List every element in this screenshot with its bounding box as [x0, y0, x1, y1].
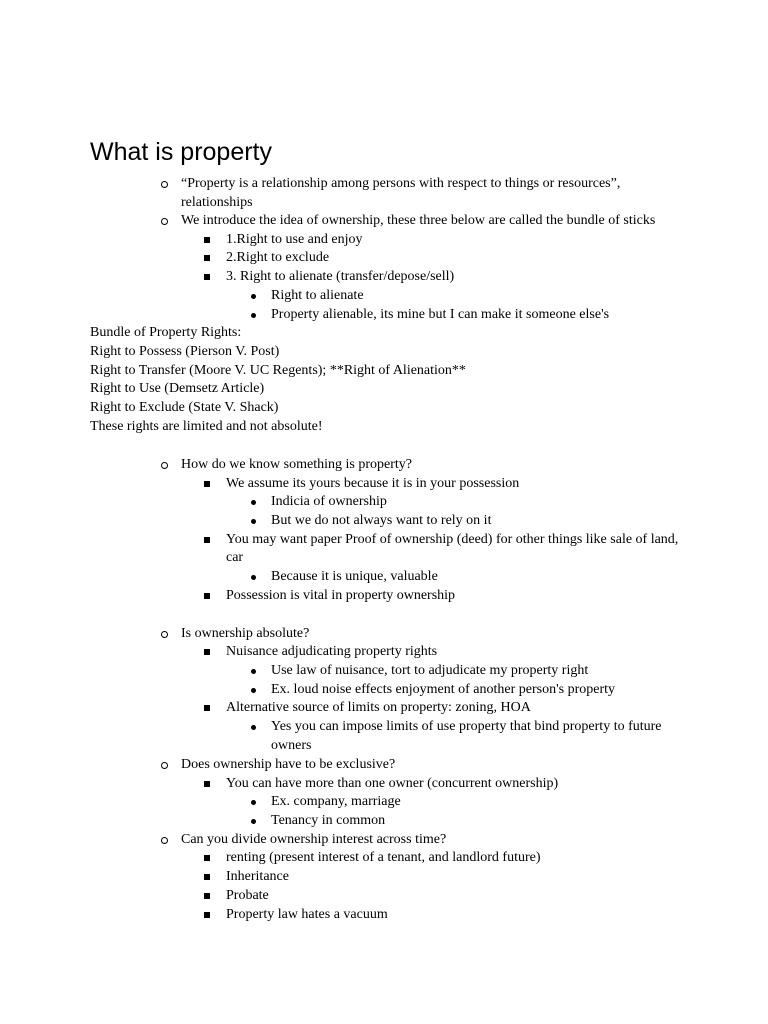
list-item-text: “Property is a relationship among persons with respect to things or resources”,	[181, 176, 621, 191]
list-item-text: Indicia of ownership	[271, 494, 387, 509]
filled-circle-bullet-icon	[251, 500, 256, 505]
filled-circle-bullet-icon	[251, 725, 256, 730]
list-item-text: Is ownership absolute?	[181, 626, 310, 641]
hollow-circle-bullet-icon	[161, 181, 168, 188]
square-bullet-icon	[204, 855, 210, 861]
square-bullet-icon	[204, 255, 210, 261]
list-item-level3	[271, 306, 681, 325]
list-item-continuation	[271, 737, 681, 756]
list-item-level2	[226, 775, 681, 794]
list-item-text: We assume its yours because it is in your possession	[226, 476, 520, 491]
filled-circle-bullet-icon	[251, 688, 256, 693]
list-item-level3	[271, 681, 681, 700]
filled-circle-bullet-icon	[251, 575, 256, 580]
list-item-level1	[181, 625, 681, 644]
list-item-level3	[271, 812, 681, 831]
square-bullet-icon	[204, 893, 210, 899]
list-item-text: Right to alienate	[271, 288, 364, 303]
list-item-text: How do we know something is property?	[181, 457, 412, 472]
list-item-level3	[271, 512, 681, 531]
list-item-text: Possession is vital in property ownership	[226, 588, 456, 603]
list-item-text: But we do not always want to rely on it	[271, 513, 492, 528]
list-item-level2	[226, 231, 681, 250]
list-item-level2	[226, 268, 681, 287]
list-item-level3	[271, 493, 681, 512]
list-item-text: 2.Right to exclude	[226, 250, 330, 265]
square-bullet-icon	[204, 481, 210, 487]
list-item-level2	[226, 643, 681, 662]
list-item-text: Yes you can impose limits of use property that bind property to future	[271, 719, 662, 734]
list-item-text: Property alienable, its mine but I can make it someone else's	[271, 307, 610, 322]
list-item-text: Alternative source of limits on property: zoning, HOA	[226, 700, 531, 715]
filled-circle-bullet-icon	[251, 519, 256, 524]
list-item-text: Tenancy in common	[271, 813, 386, 828]
hollow-circle-bullet-icon	[161, 218, 168, 225]
page-title: What is property	[90, 138, 273, 166]
square-bullet-icon	[204, 237, 210, 243]
list-item-level1	[181, 831, 681, 850]
list-item-continuation	[226, 549, 681, 568]
filled-circle-bullet-icon	[251, 800, 256, 805]
list-item-level1	[181, 456, 681, 475]
list-item-text: owners	[271, 738, 312, 753]
list-item-text: 1.Right to use and enjoy	[226, 232, 363, 247]
square-bullet-icon	[204, 781, 210, 787]
hollow-circle-bullet-icon	[161, 462, 168, 469]
list-item-text: Can you divide ownership interest across time?	[181, 832, 447, 847]
list-item-level3	[271, 568, 681, 587]
filled-circle-bullet-icon	[251, 313, 256, 318]
filled-circle-bullet-icon	[251, 294, 256, 299]
list-item-text: renting (present interest of a tenant, and landlord future)	[226, 850, 541, 865]
filled-circle-bullet-icon	[251, 819, 256, 824]
list-item-level2	[226, 699, 681, 718]
list-item-level3	[271, 662, 681, 681]
list-item-text: relationships	[181, 195, 253, 210]
list-item-level2	[226, 587, 681, 606]
list-item-level2	[226, 531, 681, 550]
list-item-level2	[226, 868, 681, 887]
hollow-circle-bullet-icon	[161, 762, 168, 769]
list-item-text: car	[226, 550, 244, 565]
list-item-text: You can have more than one owner (concurrent ownership)	[226, 776, 559, 791]
list-item-text: Because it is unique, valuable	[271, 569, 438, 584]
list-item-text: Nuisance adjudicating property rights	[226, 644, 438, 659]
list-item-level2	[226, 906, 681, 925]
square-bullet-icon	[204, 537, 210, 543]
list-item-level3	[271, 793, 681, 812]
list-item-text: Property law hates a vacuum	[226, 907, 388, 922]
list-item-level1	[181, 212, 681, 231]
list-item-text: Probate	[226, 888, 269, 903]
square-bullet-icon	[204, 593, 210, 599]
list-item-text: 3. Right to alienate (transfer/depose/sell)	[226, 269, 455, 284]
list-item-level3	[271, 287, 681, 306]
hollow-circle-bullet-icon	[161, 837, 168, 844]
paragraph: Right to Possess (Pierson V. Post)	[90, 344, 280, 359]
paragraph: Right to Transfer (Moore V. UC Regents); **Right of Alienation**	[90, 363, 466, 378]
list-item-level1	[181, 175, 681, 194]
square-bullet-icon	[204, 874, 210, 880]
list-item-text: Use law of nuisance, tort to adjudicate my property right	[271, 663, 589, 678]
filled-circle-bullet-icon	[251, 669, 256, 674]
list-item-text: We introduce the idea of ownership, these three below are called the bundle of sticks	[181, 213, 656, 228]
paragraph: Right to Use (Demsetz Article)	[90, 381, 265, 396]
list-item-text: You may want paper Proof of ownership (deed) for other things like sale of land,	[226, 532, 679, 547]
square-bullet-icon	[204, 705, 210, 711]
paragraph: Bundle of Property Rights:	[90, 325, 242, 340]
list-item-level2	[226, 249, 681, 268]
square-bullet-icon	[204, 649, 210, 655]
list-item-text: Ex. company, marriage	[271, 794, 401, 809]
list-item-level2	[226, 475, 681, 494]
hollow-circle-bullet-icon	[161, 631, 168, 638]
paragraph: Right to Exclude (State V. Shack)	[90, 400, 279, 415]
list-item-continuation	[181, 194, 681, 213]
square-bullet-icon	[204, 274, 210, 280]
list-item-level1	[181, 756, 681, 775]
list-item-level2	[226, 849, 681, 868]
square-bullet-icon	[204, 912, 210, 918]
list-item-text: Does ownership have to be exclusive?	[181, 757, 396, 772]
paragraph: These rights are limited and not absolute!	[90, 419, 323, 434]
list-item-text: Inheritance	[226, 869, 289, 884]
list-item-level3	[271, 718, 681, 737]
list-item-level2	[226, 887, 681, 906]
list-item-text: Ex. loud noise effects enjoyment of another person's property	[271, 682, 616, 697]
